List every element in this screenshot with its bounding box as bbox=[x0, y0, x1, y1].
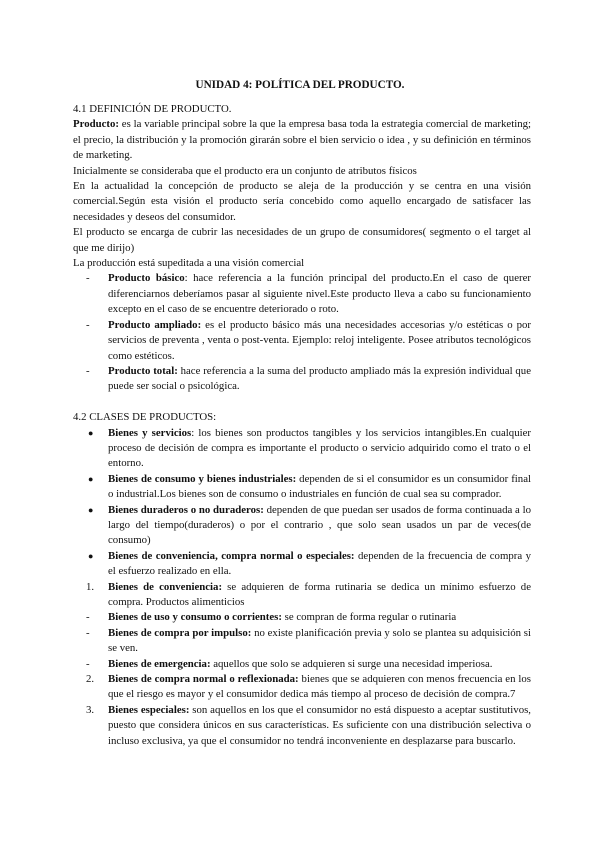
list-item-bienes-emergencia bbox=[73, 657, 531, 672]
paragraph-inicialmente: Inicialmente se consideraba que el producto era un conjunto de atributos físicos bbox=[73, 164, 417, 177]
list-item-term: Bienes de emergencia: bbox=[108, 657, 211, 670]
list-item-term: Bienes especiales: bbox=[108, 703, 190, 716]
paragraph-supeditada: La producción está supeditada a una visión comercial bbox=[73, 257, 305, 270]
bullet-icon: ● bbox=[88, 550, 94, 561]
list-item-bienes-servicios bbox=[73, 426, 531, 472]
blank-line bbox=[73, 395, 531, 410]
list-item-text: : hace referencia a la función principal del producto.En el caso de querer diferenciarnos deberíamos pasar al siguiente nivel.Este producto lleva a cabo su funcionamiento excepto en el caso de se encuentre deteriorado o roto. bbox=[108, 272, 531, 316]
list-item-bienes-conveniencia-compra bbox=[73, 549, 531, 580]
list-item-term: Bienes de uso y consumo o corrientes: bbox=[108, 611, 282, 624]
list-item-term: Bienes de consumo y bienes industriales: bbox=[108, 472, 297, 485]
list-item-term: Producto ampliado: bbox=[108, 318, 202, 331]
list-item-term: Bienes duraderos o no duraderos: bbox=[108, 503, 264, 516]
section-heading-clases: 4.2 CLASES DE PRODUCTOS: bbox=[73, 411, 217, 424]
paragraph-necesidades: El producto se encarga de cubrir las necesidades de un grupo de consumidores( segmento o el target al que me dirijo) bbox=[73, 226, 531, 254]
list-item-text: se adquieren de forma rutinaria se dedica un mínimo esfuerzo de compra. Productos alimenticios bbox=[108, 580, 531, 608]
bullet-icon: ● bbox=[88, 427, 94, 438]
dash-marker: - bbox=[86, 626, 90, 639]
dash-marker: - bbox=[86, 364, 90, 377]
list-item-producto-basico bbox=[73, 271, 531, 317]
list-item-bienes-uso-consumo bbox=[73, 610, 531, 625]
list-item-bienes-impulso bbox=[73, 626, 531, 657]
list-item-bienes-compra-normal bbox=[73, 672, 531, 703]
paragraph-actualidad: En la actualidad la concepción de producto se aleja de la producción y se centra en una visión comercial.Según esta visión el producto sería concebido como aquello encargado de satisfacer las necesidades y deseos del consumidor. bbox=[73, 180, 531, 223]
list-item-text: dependen de si el consumidor es un consumidor final o industrial.Los bienes son de consumo o industriales en función de cual sea su comprador. bbox=[108, 472, 531, 501]
list-item-bienes-conveniencia bbox=[73, 580, 531, 611]
list-item-term: Bienes y servicios bbox=[108, 426, 192, 439]
number-marker: 1. bbox=[86, 580, 95, 593]
list-item-text: : los bienes son productos tangibles y los servicios intangibles.En cualquier proceso de decisión de compra es importante el producto o servicio adquirido como el trato o el entorno. bbox=[108, 426, 531, 470]
list-item-text: bienes que se adquieren con menos frecuencia en los que el riesgo es mayor y el consumidor dedica más tiempo al proceso de decisión de compra.7 bbox=[108, 673, 531, 701]
list-item-text: son aquellos en los que el consumidor no está dispuesto a aceptar sustitutivos, puesto que considera únicos en sus características. Es suficiente con una distribución selectiva o incluso exclusiva, ya que el consumidor no tendrá inconveniente en desplazarse para buscarlo. bbox=[108, 703, 531, 747]
definition-term: Producto: bbox=[73, 118, 119, 131]
producto-definition bbox=[73, 117, 531, 163]
list-item-producto-total bbox=[73, 364, 531, 395]
list-item-bienes-duraderos bbox=[73, 503, 531, 549]
dash-marker: - bbox=[86, 657, 90, 670]
page-title: UNIDAD 4: POLÍTICA DEL PRODUCTO. bbox=[195, 79, 405, 91]
list-item-bienes-especiales bbox=[73, 703, 531, 749]
list-item-text: no existe planificación previa y solo se plantea su adquisición si se ven. bbox=[108, 626, 531, 655]
list-item-text: hace referencia a la suma del producto ampliado más la expresión individual que puede ser social o psicológica. bbox=[108, 364, 531, 393]
list-item-term: Producto básico bbox=[108, 272, 185, 285]
bullet-icon: ● bbox=[88, 473, 94, 484]
list-item-text: aquellos que solo se adquieren si surge una necesidad imperiosa. bbox=[210, 657, 493, 670]
list-item-term: Producto total: bbox=[108, 364, 178, 377]
dash-marker: - bbox=[86, 318, 90, 331]
list-item-text: dependen de la frecuencia de compra y el esfuerzo realizado en ella. bbox=[108, 549, 531, 578]
list-item-term: Bienes de compra normal o reflexionada: bbox=[108, 673, 299, 686]
dash-marker: - bbox=[86, 611, 90, 624]
list-item-text: dependen de que puedan ser usados de forma continuada a lo largo del tiempo(duraderos) o por el contrario , que solo sean usados un par de veces(de consumo) bbox=[108, 503, 531, 547]
list-item-term: Bienes de conveniencia: bbox=[108, 580, 223, 593]
bullet-icon: ● bbox=[88, 504, 94, 515]
document-body bbox=[73, 102, 531, 749]
dash-marker: - bbox=[86, 272, 90, 285]
section-heading-definicion: 4.1 DEFINICIÓN DE PRODUCTO. bbox=[73, 103, 232, 115]
number-marker: 2. bbox=[86, 673, 95, 686]
number-marker: 3. bbox=[86, 703, 95, 716]
list-item-term: Bienes de conveniencia, compra normal o especiales: bbox=[108, 549, 355, 562]
definition-text: es la variable principal sobre la que la empresa basa toda la estrategia comercial de marketing; el precio, la distribución y la promoción girarán sobre el bien servicio o idea , y su definición en términos de marketing. bbox=[73, 118, 531, 162]
list-item-term: Bienes de compra por impulso: bbox=[108, 626, 252, 639]
list-item-producto-ampliado bbox=[73, 318, 531, 364]
list-item-text: es el producto básico más una necesidades accesorias y/o estéticas o por servicios de preventa , venta o post-venta. Ejemplo: reloj inteligente. Posee atributos tecnológicos como estéticos. bbox=[108, 318, 531, 362]
list-item-bienes-consumo-industriales bbox=[73, 472, 531, 503]
list-item-text: se compran de forma regular o rutinaria bbox=[281, 611, 457, 624]
